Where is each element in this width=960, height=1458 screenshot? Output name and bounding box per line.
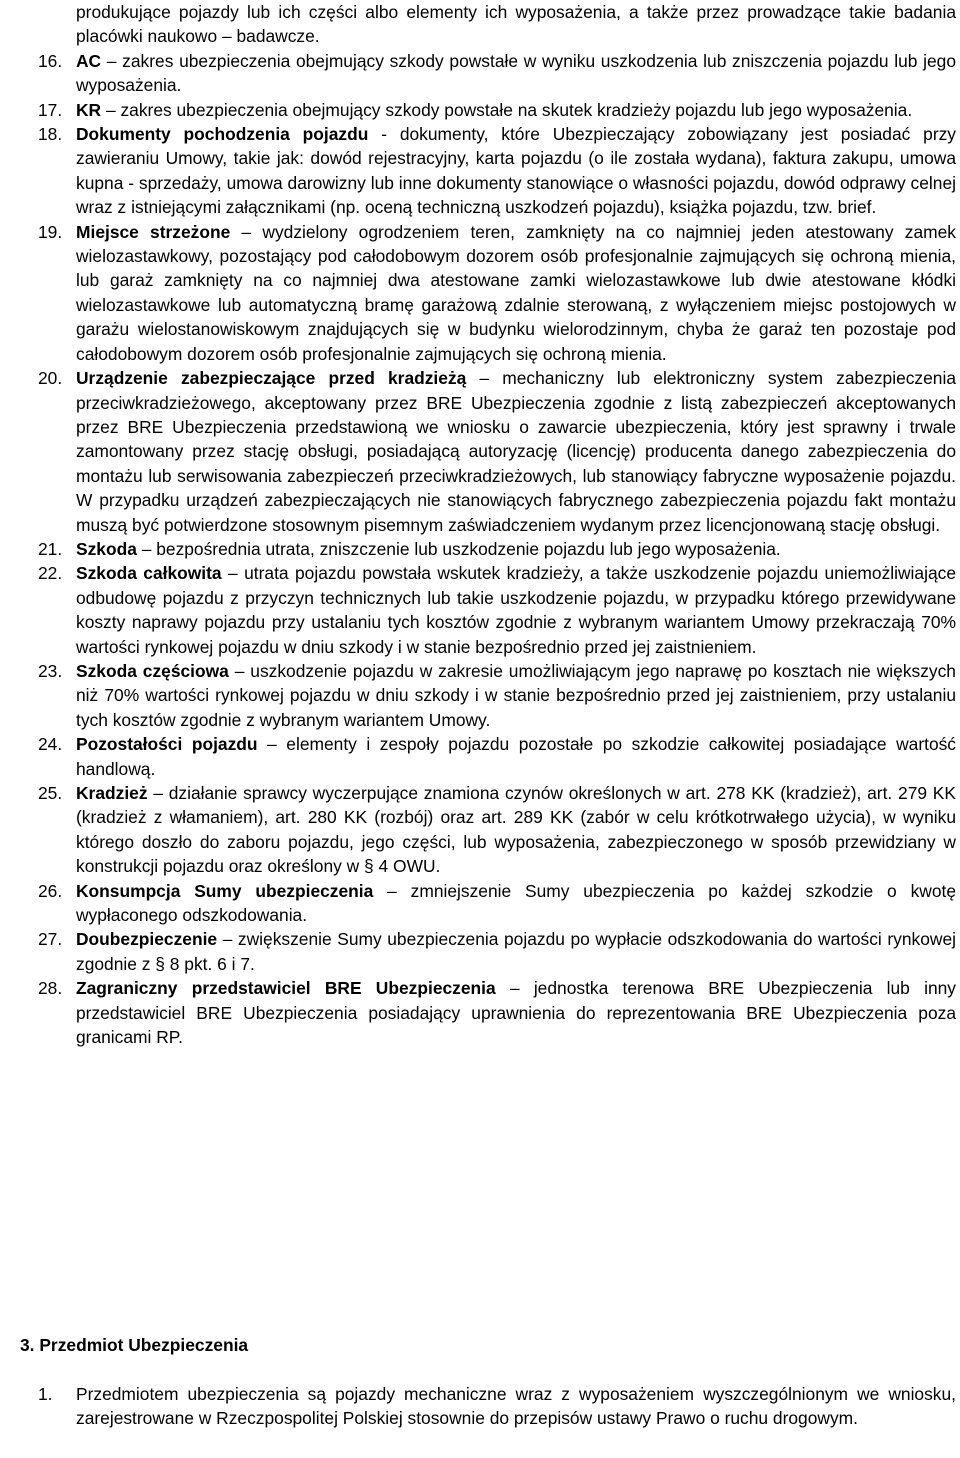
definition-text: - dokumenty, które Ubezpieczający zobowiązany jest posiadać przy zawieraniu Umowy, takie jak: dowód rejestracyjny, karta pojazdu (o ile została wydana), faktura zakupu, umowa kupna - sprzedaży, umowa darowizny lub inne dokumenty stanowiące o własności pojazdu, dowód odprawy celnej wraz z istniejącymi załącznikami (np. oceną techniczną uszkodzeń pojazdu), książka pojazdu, tzw. brief.	[76, 124, 956, 218]
definition-term: Szkoda całkowita	[76, 563, 222, 584]
definition-term: Pozostałości pojazdu	[76, 734, 258, 755]
definition-text: – elementy i zespoły pojazdu pozostałe po szkodzie całkowitej posiadające wartość handlową.	[76, 734, 957, 779]
item-number: 26.	[38, 880, 63, 901]
item-number: 17.	[38, 99, 63, 120]
item-number: 22.	[38, 563, 63, 584]
item-number: 27.	[38, 929, 63, 950]
definition-text: – wydzielony ogrodzeniem teren, zamknięty na co najmniej jeden atestowany zamek wielozastawkowy, pozostający pod całodobowym dozorem osób profesjonalnie zajmujących się ochroną mienia, lub garaż zamknięty na co najmniej dwa atestowane zamki wielozastawkowe lub dwie atestowane kłódki wielozastawkowe lub automatyczną bramę garażową zdalnie sterowaną, z wyłączeniem miejsc postojowych w garażu wielostanowiskowym znajdujących się w budynku wielorodzinnym, chyba że garaż ten pozostaje pod całodobowym dozorem osób profesjonalnie zajmujących się ochroną mienia.	[76, 221, 956, 364]
definition-term: Doubezpieczenie	[76, 929, 218, 950]
definition-term: AC	[76, 50, 102, 71]
definition-term: Szkoda częściowa	[76, 660, 229, 681]
definition-term: Miejsce strzeżone	[76, 221, 231, 242]
continuation-paragraph: produkujące pojazdy lub ich części albo elementy ich wyposażenia, a także przez prowadzące takie badania placówki naukowo – badawcze.	[76, 2, 956, 47]
definition-text: – zwiększenie Sumy ubezpieczenia pojazdu po wypłacie odszkodowania do wartości rynkowej zgodnie z § 8 pkt. 6 i 7.	[76, 929, 956, 974]
item-text: Przedmiotem ubezpieczenia są pojazdy mechaniczne wraz z wyposażeniem wyszczególnionym we wniosku, zarejestrowane w Rzeczpospolitej Polskiej stosownie do przepisów ustawy Prawo o ruchu drogowym.	[76, 1384, 956, 1429]
item-number: 19.	[38, 221, 63, 242]
section-item	[38, 1382, 956, 1431]
section-items	[38, 1382, 956, 1431]
definition-text: – jednostka terenowa BRE Ubezpieczenia lub inny przedstawiciel BRE Ubezpieczenia posiadający uprawnienia do reprezentowania BRE Ubezpieczenia poza granicami RP.	[76, 978, 956, 1048]
definition-text: – uszkodzenie pojazdu w zakresie umożliwiającym jego naprawę po kosztach nie większych niż 70% wartości rynkowej pojazdu w dniu szkody i w stanie bezpośrednio przed jej zaistnieniem, przy ustalaniu tych kosztów zgodnie z wybranym wariantem Umowy.	[76, 660, 956, 730]
definition-text: – zakres ubezpieczenia obejmujący szkody powstałe na skutek kradzieży pojazdu lub jego wyposażenia.	[101, 99, 913, 120]
definition-item	[38, 220, 956, 366]
item-number: 16.	[38, 50, 63, 71]
definition-item	[38, 927, 956, 976]
item-number: 21.	[38, 538, 63, 559]
definition-text: – bezpośrednia utrata, zniszczenie lub uszkodzenie pojazdu lub jego wyposażenia.	[136, 538, 781, 559]
definition-item	[38, 366, 956, 537]
definition-term: Dokumenty pochodzenia pojazdu	[76, 124, 369, 145]
definition-term: Zagraniczny przedstawiciel BRE Ubezpieczenia	[76, 978, 496, 999]
definition-item	[38, 561, 956, 659]
definition-item	[38, 98, 956, 122]
section-heading: 3. Przedmiot Ubezpieczenia	[20, 1335, 249, 1355]
definition-item	[38, 879, 956, 928]
item-number: 20.	[38, 368, 63, 389]
definition-term: Szkoda	[76, 538, 137, 559]
item-number: 28.	[38, 978, 63, 999]
definitions-list	[38, 0, 956, 1049]
item-number: 18.	[38, 124, 63, 145]
definition-item	[38, 732, 956, 781]
definition-text: – działanie sprawcy wyczerpujące znamiona czynów określonych w art. 278 KK (kradzież), art. 279 KK (kradzież z włamaniem), art. 280 KK (rozbój) oraz art. 289 KK (zabór w celu krótkotrwałego użycia), w wyniku którego doszło do zaboru pojazdu, jego części, lub wyposażenia, zabezpieczonego w sposób przewidziany w konstrukcji pojazdu oraz określony w § 4 OWU.	[76, 783, 956, 877]
definition-text: – zakres ubezpieczenia obejmujący szkody powstałe w wyniku uszkodzenia lub zniszczenia pojazdu lub jego wyposażenia.	[76, 50, 956, 96]
item-number: 24.	[38, 734, 63, 755]
definition-item	[38, 49, 956, 98]
item-number: 23.	[38, 660, 63, 681]
definition-item	[38, 659, 956, 732]
definition-text: – mechaniczny lub elektroniczny system zabezpieczenia przeciwkradzieżowego, akceptowany przez BRE Ubezpieczenia zgodnie z listą zabezpieczeń akceptowanych przez BRE Ubezpieczenia przedstawioną we wniosku o zawarcie ubezpieczenia, który jest sprawny i trwale zamontowany przez stację obsługi, posiadającą autoryzację (licencję) producenta danego zabezpieczenia do montażu lub serwisowania zabezpieczeń przeciwkradzieżowych, lub stanowiący fabryczne wyposażenie pojazdu. W przypadku urządzeń zabezpieczających nie stanowiących fabrycznego zabezpieczenia pojazdu fakt montażu muszą być potwierdzone stosownym pisemnym zaświadczeniem wydanym przez licencjonowaną stację obsługi.	[76, 368, 957, 535]
definition-term: Konsumpcja Sumy ubezpieczenia	[76, 880, 374, 901]
definition-term: Urządzenie zabezpieczające przed kradzieżą	[76, 368, 467, 389]
definition-text: – zmniejszenie Sumy ubezpieczenia po każdej szkodzie o kwotę wypłaconego odszkodowania.	[76, 880, 956, 926]
definition-text: – utrata pojazdu powstała wskutek kradzieży, a także uszkodzenie pojazdu uniemożliwiające odbudowę pojazdu z przyczyn technicznych lub takie uszkodzenie pojazdu, w przypadku którego przewidywane koszty naprawy pojazdu przy ustalaniu tych kosztów zgodnie z wybranym wariantem Umowy przekraczają 70% wartości rynkowej pojazdu w dniu szkody i w stanie bezpośrednio przed jej zaistnieniem.	[76, 563, 956, 657]
item-number: 1.	[38, 1384, 53, 1404]
definition-term: KR	[76, 99, 102, 120]
definition-item	[38, 781, 956, 879]
definition-item	[38, 537, 956, 561]
definition-term: Kradzież	[76, 783, 148, 803]
definition-item	[38, 976, 956, 1049]
definition-item	[38, 122, 956, 220]
item-number: 25.	[38, 783, 63, 803]
